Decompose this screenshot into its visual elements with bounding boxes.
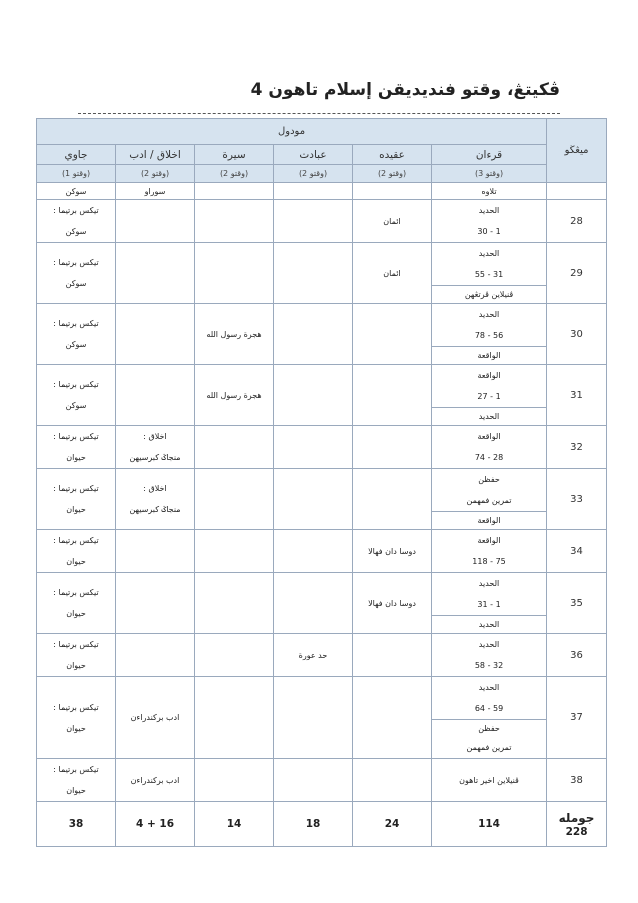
aqidah-cell: دوسا دان فهالا [353,573,432,634]
jawi-cell [37,243,116,304]
jawi-cell-line: سوكن [65,340,87,349]
sirah-cell [195,200,274,243]
sirah-header: سيرة [195,145,274,165]
table-row [37,200,607,243]
quran-cell [432,200,547,243]
empty-cell [274,183,353,200]
aqidah-cell [353,365,432,426]
quran-cell [432,304,547,365]
quran-note: تلاوه [432,183,547,200]
jawi-cell [37,634,116,677]
aqidah-cell [353,304,432,365]
table-row [37,365,607,426]
ibadah-cell [274,573,353,634]
quran-cell [432,243,547,304]
adab-cell-line: اخلاق : [143,432,167,441]
jawi-cell [37,200,116,243]
empty-cell [195,183,274,200]
adab-cell [116,304,195,365]
sirah-cell: هجرة رسول الله [195,304,274,365]
adab-cell [116,677,195,759]
week-number: 37 [547,677,607,759]
header-row-time [37,165,607,183]
jawi-header: جاوي [37,145,116,165]
jawi-cell-line: تيكس برتيما : [53,536,99,545]
quran-cell-line: تمرين فمهمن [466,496,512,505]
sirah-cell [195,634,274,677]
quran-cell [432,365,547,426]
sirah-cell [195,677,274,759]
jawi-cell [37,530,116,573]
table-row [37,759,607,802]
sirah-cell: هجرة رسول الله [195,365,274,426]
quran-cell-line: الواقعة [477,371,501,380]
jawi-cell-line: تيكس برتيما : [53,432,99,441]
week-number: 34 [547,530,607,573]
adab-cell-line: ادب بركندراءن [130,775,180,785]
total-label: جومله [558,811,595,825]
quran-subcell: حفظن [432,719,546,737]
table-row [37,573,607,634]
jawi-cell-line: سوكن [65,279,87,288]
ibadah-time: (2 وقتو) [274,165,353,183]
jawi-cell-line: تيكس برتيما : [53,380,99,389]
quran-cell [432,677,547,759]
week-header: ميڠڬو [547,119,607,183]
jawi-cell [37,304,116,365]
quran-cell-line: 1 - 30 [477,227,501,236]
jawi-cell [37,365,116,426]
adab-cell [116,243,195,304]
title-divider [78,113,560,114]
table-row [37,426,607,469]
ibadah-cell [274,304,353,365]
jawi-cell-line: سوكن [65,227,87,236]
quran-cell [432,426,547,469]
total-ibadah: 18 [274,802,353,847]
note-row [37,183,607,200]
jawi-cell-line: تيكس برتيما : [53,702,99,712]
quran-cell-line: 75 - 118 [472,557,506,566]
quran-cell [432,634,547,677]
week-number: 29 [547,243,607,304]
total-sirah: 14 [195,802,274,847]
sirah-time: (2 وقتو) [195,165,274,183]
ibadah-cell [274,243,353,304]
quran-cell-line: الحديد [478,683,500,692]
sirah-cell [195,759,274,802]
week-number: 32 [547,426,607,469]
total-jawi: 38 [37,802,116,847]
jawi-time: (1 وقتو) [37,165,116,183]
adab-time: (2 وقتو) [116,165,195,183]
table-row [37,469,607,530]
jawi-note: سوكن [37,183,116,200]
aqidah-cell [353,634,432,677]
adab-cell [116,573,195,634]
aqidah-cell: ائمان [353,243,432,304]
page-title: ڤكيتڠ، وقتو فنديديقن إسلام تاهون 4 [250,80,560,100]
quran-subcell: الحديد [432,615,546,633]
quran-subcell: الحديد [432,407,546,425]
header-row-module [37,119,607,145]
week-number: 28 [547,200,607,243]
quran-subcell: الواقعة [432,346,546,364]
jawi-cell [37,573,116,634]
jawi-cell-line: تيكس برتيما : [53,258,99,267]
aqidah-cell [353,677,432,759]
quran-cell-line: 59 - 64 [474,704,504,713]
quran-cell-line: 56 - 78 [474,331,504,340]
ibadah-cell [274,200,353,243]
quran-cell-line: الحديد [478,579,500,588]
module-header: مودول [37,119,547,145]
quran-cell [432,530,547,573]
adab-cell-line: اخلاق : [143,484,167,493]
jawi-cell-line: حيوان [66,453,86,462]
total-grand-cell [547,802,607,847]
ibadah-header: عبادت [274,145,353,165]
quran-cell [432,469,547,530]
adab-cell [116,530,195,573]
jawi-cell-line: تيكس برتيما : [53,206,99,215]
empty-cell [353,183,432,200]
ibadah-cell [274,677,353,759]
aqidah-time: (2 وقتو) [353,165,432,183]
aqidah-cell: دوسا دان فهالا [353,530,432,573]
adab-cell-line: منجاݢ كبرسيهن [129,505,181,514]
table-row [37,634,607,677]
adab-cell [116,469,195,530]
week-number: 36 [547,634,607,677]
ibadah-cell [274,365,353,426]
quran-cell-line: 1 - 31 [477,600,501,609]
adab-note: سوراو [116,183,195,200]
aqidah-cell [353,426,432,469]
quran-cell-line: ڤنيلاين اخير تاهون [459,775,519,785]
sirah-cell [195,530,274,573]
table-row [37,530,607,573]
quran-subcell: تمرين فمهمن [466,743,512,752]
sirah-cell [195,469,274,530]
quran-cell-line: 28 - 74 [474,453,504,462]
ibadah-cell [274,759,353,802]
jawi-cell-line: حيوان [66,557,86,566]
jawi-cell-line: تيكس برتيما : [53,588,99,597]
jawi-cell-line: تيكس برتيما : [53,319,99,328]
jawi-cell-line: حيوان [66,723,86,733]
sirah-cell [195,426,274,469]
quran-cell-line: الحديد [478,310,500,319]
table-row [37,677,607,759]
quran-header: قرءان [432,145,547,165]
empty-cell [547,183,607,200]
table-row [37,243,607,304]
ibadah-cell [274,530,353,573]
schedule-table [36,118,607,847]
adab-header: اخلاق / ادب [116,145,195,165]
aqidah-cell [353,469,432,530]
week-number: 31 [547,365,607,426]
adab-cell [116,365,195,426]
totals-row [37,802,607,847]
quran-time: (3 وقتو) [432,165,547,183]
jawi-cell [37,677,116,759]
adab-cell [116,759,195,802]
ibadah-cell [274,469,353,530]
aqidah-cell: ائمان [353,200,432,243]
aqidah-header: عقيده [353,145,432,165]
quran-cell-line: الحديد [478,249,500,258]
quran-cell [432,573,547,634]
quran-cell-line: الواقعة [477,536,501,545]
aqidah-cell [353,759,432,802]
week-number: 33 [547,469,607,530]
jawi-cell-line: تيكس برتيما : [53,765,99,774]
jawi-cell-line: سوكن [65,401,87,410]
adab-cell-line: ادب بركندراءن [130,713,180,722]
quran-cell [432,759,547,802]
quran-cell-line: الحديد [478,640,500,649]
total-adab: 4 + 16 [116,802,195,847]
adab-cell [116,634,195,677]
quran-cell-line: حفظن [478,475,500,484]
ibadah-cell: حد عورة [274,634,353,677]
total-grand: 228 [565,826,588,838]
adab-cell [116,426,195,469]
header-row-subjects [37,145,607,165]
table-row [37,304,607,365]
quran-subcell: الواقعة [432,511,546,529]
quran-cell-line: 32 - 58 [474,661,504,670]
jawi-cell-line: حيوان [66,609,86,618]
quran-cell-line: الواقعة [477,432,501,441]
jawi-cell [37,426,116,469]
quran-cell-line: الحديد [478,206,500,215]
quran-cell-line: 31 - 55 [474,270,504,279]
adab-cell [116,200,195,243]
sirah-cell [195,573,274,634]
jawi-cell-line: تيكس برتيما : [53,640,99,649]
quran-cell-line: 1 - 27 [477,392,501,401]
total-aqidah: 24 [353,802,432,847]
week-number: 38 [547,759,607,802]
jawi-cell-line: تيكس برتيما : [53,484,99,493]
week-number: 35 [547,573,607,634]
ibadah-cell [274,426,353,469]
week-number: 30 [547,304,607,365]
adab-cell-line: منجاݢ كبرسيهن [129,453,181,462]
jawi-cell [37,759,116,802]
quran-subcell: ڤنيلاين ڤرتڠهن [432,285,546,303]
sirah-cell [195,243,274,304]
jawi-cell [37,469,116,530]
jawi-cell-line: حيوان [66,505,86,514]
total-quran: 114 [432,802,547,847]
jawi-cell-line: حيوان [66,661,86,670]
jawi-cell-line: حيوان [66,786,86,795]
